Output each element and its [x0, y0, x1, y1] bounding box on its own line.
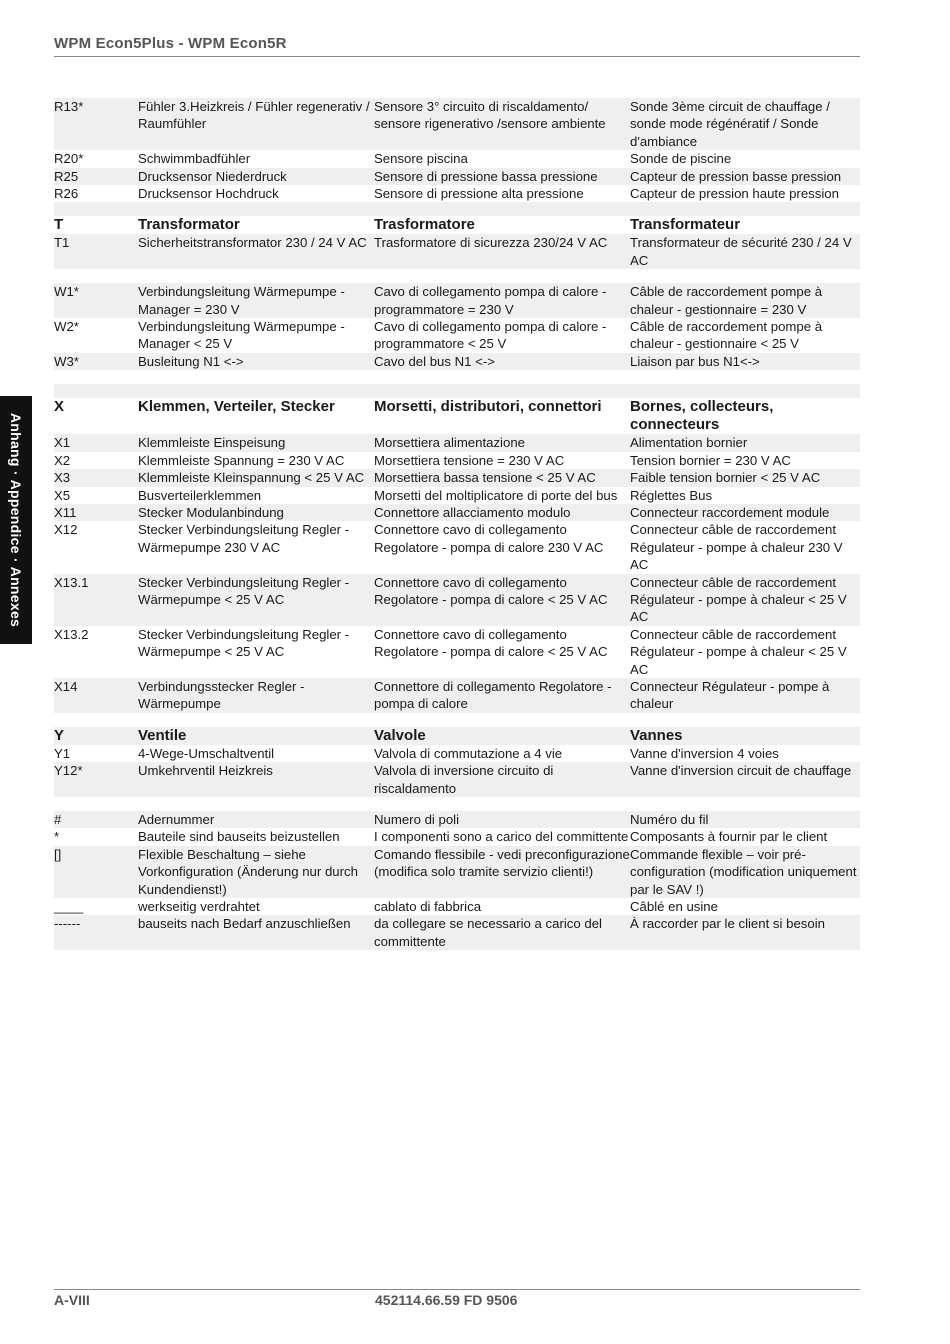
cell-italian: Morsettiera alimentazione — [374, 435, 525, 451]
table-row — [54, 504, 860, 521]
cell-italian: Cavo di collegamento pompa di calore - programmatore = 230 V — [374, 284, 607, 317]
cell-french: Vanne d'inversion 4 voies — [630, 745, 779, 761]
cell-german: Stecker Modulanbindung — [138, 504, 284, 520]
cell-german: Verbindungsleitung Wärmepumpe - Manager = 230 V — [138, 284, 345, 317]
cell-italian: da collegare se necessario a carico del committente — [374, 916, 602, 949]
cell-french: Connecteur Régulateur - pompe à chaleur — [630, 678, 830, 712]
cell-italian: Cavo del bus N1 <-> — [374, 353, 495, 369]
document-number: 452114.66.59 FD 9506 — [375, 1292, 518, 1308]
cell-french: Vannes — [630, 726, 683, 744]
footer-divider — [54, 1289, 860, 1290]
component-legend-table — [54, 98, 860, 950]
cell-italian: cablato di fabbrica — [374, 899, 482, 915]
spacer-row — [54, 202, 860, 216]
cell-designation: X — [54, 398, 65, 416]
cell-french: Tension bornier = 230 V AC — [630, 452, 791, 468]
cell-french: Capteur de pression basse pression — [630, 168, 842, 184]
cell-designation: # — [54, 812, 62, 827]
cell-german: Stecker Verbindungsleitung Regler - Wärmepumpe < 25 V AC — [138, 626, 350, 660]
spacer-row — [54, 713, 860, 727]
table-row — [54, 828, 860, 845]
cell-italian: Sensore piscina — [374, 151, 468, 167]
cell-designation: R26 — [54, 186, 79, 202]
cell-french: Composants à fournir par le client — [630, 829, 828, 845]
cell-german: Verbindungsstecker Regler - Wärmepumpe — [138, 678, 305, 712]
cell-french: Transformateur de sécurité 230 / 24 V AC — [630, 235, 852, 268]
cell-french: Connecteur câble de raccordement Régulateur - pompe à chaleur < 25 V AC — [630, 574, 847, 625]
cell-french: À raccorder par le client si besoin — [630, 916, 825, 932]
cell-german: Busleitung N1 <-> — [138, 353, 244, 369]
cell-italian: Valvola di commutazione a 4 vie — [374, 745, 563, 761]
cell-designation: X3 — [54, 470, 71, 486]
cell-designation: R25 — [54, 168, 79, 184]
table-row — [54, 626, 860, 678]
cell-german: Stecker Verbindungsleitung Regler - Wärmepumpe 230 V AC — [138, 522, 350, 555]
cell-italian: Trasformatore — [374, 216, 475, 234]
cell-italian: Numero di poli — [374, 812, 460, 827]
cell-designation: W3* — [54, 353, 79, 369]
page-number: A-VIII — [54, 1292, 90, 1308]
table-row — [54, 168, 860, 185]
cell-german: Adernummer — [138, 812, 215, 827]
cell-french: Liaison par bus N1<-> — [630, 353, 760, 369]
cell-italian: Trasformatore di sicurezza 230/24 V AC — [374, 235, 608, 251]
section-heading-row — [54, 216, 860, 234]
cell-french: Vanne d'inversion circuit de chauffage — [630, 763, 852, 779]
cell-french: Sonde de piscine — [630, 151, 732, 167]
spacer-row — [54, 384, 860, 398]
cell-german: Drucksensor Niederdruck — [138, 168, 287, 184]
cell-designation: R20* — [54, 151, 84, 167]
spacer-row — [54, 797, 860, 811]
cell-french: Alimentation bornier — [630, 435, 748, 451]
cell-german: Verbindungsleitung Wärmepumpe - Manager < 25 V — [138, 319, 345, 352]
table-row — [54, 521, 860, 573]
cell-german: Flexible Beschaltung – siehe Vorkonfiguration (Änderung nur durch Kundendienst!) — [138, 846, 358, 897]
cell-french: Câblé en usine — [630, 899, 718, 915]
cell-french: Câble de raccordement pompe à chaleur - gestionnaire < 25 V — [630, 319, 823, 352]
cell-designation: X11 — [54, 504, 77, 520]
cell-designation: W1* — [54, 284, 79, 300]
cell-german: bauseits nach Bedarf anzuschließen — [138, 916, 351, 932]
cell-designation: * — [54, 829, 60, 845]
table-row — [54, 678, 860, 713]
spacer-row — [54, 370, 860, 384]
cell-french: Connecteur câble de raccordement Régulateur - pompe à chaleur 230 V AC — [630, 522, 843, 573]
cell-french: Réglettes Bus — [630, 487, 713, 503]
cell-german: Drucksensor Hochdruck — [138, 186, 279, 202]
cell-italian: Morsettiera bassa tensione < 25 V AC — [374, 470, 596, 486]
cell-german: werkseitig verdrahtet — [138, 899, 260, 915]
cell-italian: Valvola di inversione circuito di riscaldamento — [374, 763, 554, 796]
cell-italian: Connettore allacciamento modulo — [374, 504, 571, 520]
cell-designation: X12 — [54, 522, 78, 538]
table-row — [54, 898, 860, 915]
cell-german: Schwimmbadfühler — [138, 151, 251, 167]
cell-designation: X13.2 — [54, 626, 89, 642]
cell-designation: X14 — [54, 678, 78, 694]
cell-french: Connecteur câble de raccordement Régulateur - pompe à chaleur < 25 V AC — [630, 626, 847, 677]
table-row — [54, 234, 860, 269]
cell-italian: I componenti sono a carico del committente — [374, 829, 629, 845]
table-row — [54, 846, 860, 898]
cell-designation: T — [54, 216, 64, 234]
cell-german: Fühler 3.Heizkreis / Fühler regenerativ / Raumfühler — [138, 99, 370, 132]
cell-italian: Valvole — [374, 726, 426, 744]
cell-german: Stecker Verbindungsleitung Regler - Wärmepumpe < 25 V AC — [138, 574, 350, 607]
cell-italian: Connettore di collegamento Regolatore - pompa di calore — [374, 678, 612, 712]
cell-italian: Sensore di pressione bassa pressione — [374, 168, 598, 184]
cell-french: Commande flexible – voir pré-configuration (modification uniquement par le SAV !) — [630, 846, 857, 897]
cell-designation: ------ — [54, 916, 81, 932]
cell-german: Ventile — [138, 726, 187, 744]
table-row — [54, 283, 860, 318]
cell-italian: Morsettiera tensione = 230 V AC — [374, 452, 565, 468]
cell-designation: X2 — [54, 452, 71, 468]
cell-italian: Connettore cavo di collegamento Regolatore - pompa di calore < 25 V AC — [374, 626, 608, 660]
cell-italian: Comando flessibile - vedi preconfigurazione (modifica solo tramite servizio clienti!) — [374, 846, 630, 880]
table-row — [54, 353, 860, 370]
cell-italian: Connettore cavo di collegamento Regolatore - pompa di calore 230 V AC — [374, 522, 604, 555]
table-row — [54, 434, 860, 451]
document-header-title: WPM Econ5Plus - WPM Econ5R — [54, 35, 287, 52]
cell-italian: Sensore di pressione alta pressione — [374, 186, 584, 202]
cell-designation: X5 — [54, 487, 71, 503]
side-tab-label: Anhang · Appendice · Annexes — [8, 412, 24, 628]
cell-german: Klemmleiste Einspeisung — [138, 435, 286, 451]
cell-french: Bornes, collecteurs, connecteurs — [630, 398, 774, 434]
table-row — [54, 915, 860, 950]
table-row — [54, 487, 860, 504]
cell-german: Klemmleiste Kleinspannung < 25 V AC — [138, 470, 365, 486]
section-heading-row — [54, 398, 860, 434]
table-row — [54, 185, 860, 202]
cell-designation: ____ — [54, 899, 84, 915]
cell-designation: T1 — [54, 235, 70, 251]
cell-designation: X13.1 — [54, 574, 89, 590]
cell-french: Sonde 3ème circuit de chauffage / sonde mode régénératif / Sonde d'ambiance — [630, 99, 830, 149]
table-row — [54, 318, 860, 353]
cell-german: Umkehrventil Heizkreis — [138, 763, 273, 779]
cell-french: Câble de raccordement pompe à chaleur - gestionnaire = 230 V — [630, 284, 823, 317]
cell-designation: X1 — [54, 435, 71, 451]
cell-italian: Morsetti, distributori, connettori — [374, 398, 602, 416]
table-row — [54, 811, 860, 828]
cell-designation: Y12* — [54, 763, 83, 779]
cell-french: Numéro du fil — [630, 812, 709, 827]
table-row — [54, 452, 860, 469]
table-row — [54, 469, 860, 486]
cell-italian: Cavo di collegamento pompa di calore - programmatore < 25 V — [374, 319, 607, 352]
cell-german: Transformator — [138, 216, 240, 234]
side-section-tab — [0, 396, 32, 644]
table-row — [54, 762, 860, 797]
cell-designation: W2* — [54, 319, 79, 335]
cell-german: 4-Wege-Umschaltventil — [138, 745, 275, 761]
cell-designation: [] — [54, 846, 62, 862]
cell-italian: Morsetti del moltiplicatore di porte del bus — [374, 487, 618, 503]
section-heading-row — [54, 727, 860, 745]
cell-french: Transformateur — [630, 216, 741, 234]
cell-german: Bauteile sind bauseits beizustellen — [138, 829, 340, 845]
cell-german: Klemmen, Verteiler, Stecker — [138, 398, 335, 416]
cell-designation: Y1 — [54, 745, 71, 761]
cell-french: Connecteur raccordement module — [630, 504, 830, 520]
cell-german: Sicherheitstransformator 230 / 24 V AC — [138, 235, 367, 251]
table-row — [54, 98, 860, 150]
table-row — [54, 150, 860, 167]
cell-designation: R13* — [54, 99, 84, 114]
cell-designation: Y — [54, 726, 65, 744]
cell-italian: Connettore cavo di collegamento Regolatore - pompa di calore < 25 V AC — [374, 574, 608, 607]
table-row — [54, 745, 860, 762]
cell-german: Klemmleiste Spannung = 230 V AC — [138, 452, 345, 468]
cell-french: Capteur de pression haute pression — [630, 186, 839, 202]
header-divider — [54, 56, 860, 57]
cell-german: Busverteilerklemmen — [138, 487, 262, 503]
cell-italian: Sensore 3° circuito di riscaldamento/ sensore rigenerativo /sensore ambiente — [374, 99, 606, 132]
cell-french: Faible tension bornier < 25 V AC — [630, 470, 821, 486]
spacer-row — [54, 269, 860, 283]
table-row — [54, 574, 860, 626]
